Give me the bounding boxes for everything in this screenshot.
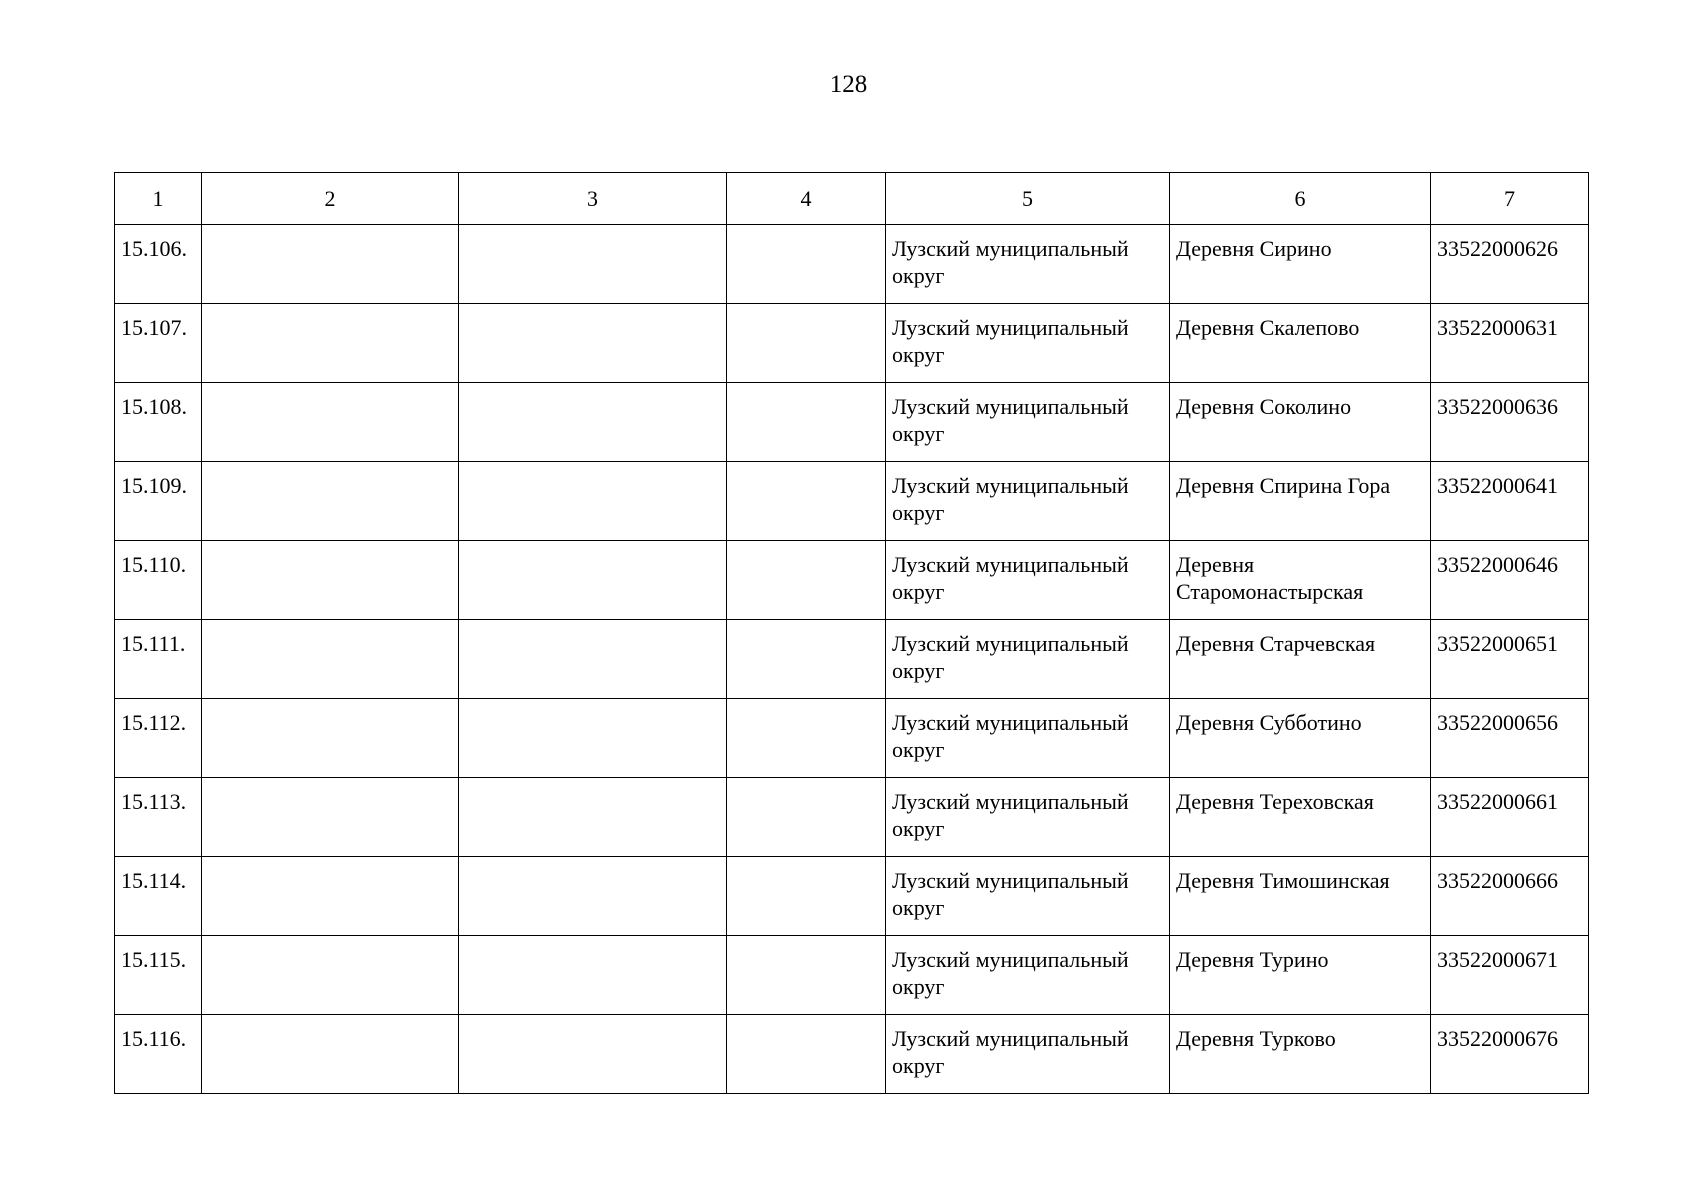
column-2-cell <box>202 778 459 857</box>
row-number-cell <box>115 304 202 383</box>
place-name-cell <box>1170 383 1431 462</box>
table-row <box>115 936 1589 1015</box>
place-name-cell-text: Деревня Субботино <box>1176 710 1362 735</box>
place-name-cell-text: Деревня Спирина Гора <box>1176 473 1391 498</box>
code-cell <box>1431 699 1589 778</box>
row-number-cell-text: 15.116. <box>121 1026 187 1051</box>
table-row <box>115 778 1589 857</box>
column-2-cell <box>202 462 459 541</box>
district-cell-text: Лузский муниципальный округ <box>892 789 1129 841</box>
column-3-cell <box>459 778 727 857</box>
column-2-cell <box>202 541 459 620</box>
column-3-cell <box>459 383 727 462</box>
column-2-cell <box>202 1015 459 1094</box>
place-name-cell-text: Деревня Тимошинская <box>1176 868 1390 893</box>
code-cell <box>1431 541 1589 620</box>
row-number-cell-text: 15.108. <box>121 394 187 419</box>
district-cell-text: Лузский муниципальный округ <box>892 552 1129 604</box>
column-4-cell <box>727 225 886 304</box>
column-2-cell <box>202 620 459 699</box>
column-2-cell <box>202 857 459 936</box>
district-cell <box>886 383 1170 462</box>
place-name-cell-text: Деревня Старчевская <box>1176 631 1376 656</box>
row-number-cell <box>115 936 202 1015</box>
column-3-cell <box>459 304 727 383</box>
code-cell-text: 33522000626 <box>1437 236 1558 261</box>
column-4-cell <box>727 857 886 936</box>
row-number-cell-text: 15.110. <box>121 552 187 577</box>
column-4-cell <box>727 462 886 541</box>
page-number: 128 <box>829 71 868 98</box>
code-cell-text: 33522000651 <box>1437 631 1558 656</box>
data-table <box>114 172 1589 1094</box>
district-cell <box>886 1015 1170 1094</box>
district-cell <box>886 699 1170 778</box>
table-row <box>115 383 1589 462</box>
table-row <box>115 1015 1589 1094</box>
code-cell-text: 33522000671 <box>1437 947 1558 972</box>
place-name-cell-text: Деревня Тереховская <box>1176 789 1374 814</box>
place-name-cell <box>1170 699 1431 778</box>
place-name-cell-text: Деревня Скалепово <box>1176 315 1360 340</box>
place-name-cell-text: Деревня Старомонастырская <box>1176 552 1364 604</box>
district-cell-text: Лузский муниципальный округ <box>892 236 1129 288</box>
column-4-cell <box>727 620 886 699</box>
row-number-cell-text: 15.115. <box>121 947 187 972</box>
row-number-cell-text: 15.113. <box>121 789 187 814</box>
row-number-cell <box>115 225 202 304</box>
column-3-cell <box>459 936 727 1015</box>
column-header-4: 4 <box>727 173 886 225</box>
district-cell <box>886 936 1170 1015</box>
code-cell <box>1431 620 1589 699</box>
row-number-cell-text: 15.109. <box>121 473 187 498</box>
row-number-cell <box>115 857 202 936</box>
code-cell <box>1431 462 1589 541</box>
place-name-cell <box>1170 541 1431 620</box>
code-cell <box>1431 936 1589 1015</box>
column-header-1: 1 <box>115 173 202 225</box>
row-number-cell-text: 15.114. <box>121 868 187 893</box>
table-row <box>115 541 1589 620</box>
table-row <box>115 699 1589 778</box>
district-cell-text: Лузский муниципальный округ <box>892 947 1129 999</box>
column-header-2: 2 <box>202 173 459 225</box>
column-4-cell <box>727 778 886 857</box>
column-3-cell <box>459 699 727 778</box>
table-row <box>115 462 1589 541</box>
district-cell-text: Лузский муниципальный округ <box>892 631 1129 683</box>
district-cell <box>886 304 1170 383</box>
place-name-cell-text: Деревня Турино <box>1176 947 1329 972</box>
district-cell-text: Лузский муниципальный округ <box>892 868 1129 920</box>
column-4-cell <box>727 304 886 383</box>
table-header-row <box>115 173 1589 225</box>
district-cell-text: Лузский муниципальный округ <box>892 473 1129 525</box>
row-number-cell <box>115 541 202 620</box>
column-header-6: 6 <box>1170 173 1431 225</box>
column-2-cell <box>202 699 459 778</box>
place-name-cell <box>1170 857 1431 936</box>
code-cell <box>1431 778 1589 857</box>
code-cell-text: 33522000676 <box>1437 1026 1558 1051</box>
place-name-cell-text: Деревня Соколино <box>1176 394 1352 419</box>
code-cell <box>1431 383 1589 462</box>
district-cell <box>886 541 1170 620</box>
column-3-cell <box>459 225 727 304</box>
code-cell-text: 33522000636 <box>1437 394 1558 419</box>
column-4-cell <box>727 383 886 462</box>
place-name-cell-text: Деревня Турково <box>1176 1026 1336 1051</box>
table-body <box>115 225 1589 1094</box>
row-number-cell <box>115 383 202 462</box>
district-cell-text: Лузский муниципальный округ <box>892 394 1129 446</box>
table-row <box>115 304 1589 383</box>
column-4-cell <box>727 1015 886 1094</box>
code-cell-text: 33522000631 <box>1437 315 1558 340</box>
column-3-cell <box>459 462 727 541</box>
row-number-cell-text: 15.111. <box>121 631 186 656</box>
column-header-5: 5 <box>886 173 1170 225</box>
district-cell <box>886 857 1170 936</box>
column-4-cell <box>727 541 886 620</box>
code-cell <box>1431 857 1589 936</box>
code-cell-text: 33522000656 <box>1437 710 1558 735</box>
column-2-cell <box>202 304 459 383</box>
row-number-cell-text: 15.112. <box>121 710 187 735</box>
district-cell <box>886 620 1170 699</box>
district-cell <box>886 778 1170 857</box>
place-name-cell <box>1170 936 1431 1015</box>
place-name-cell <box>1170 620 1431 699</box>
district-cell-text: Лузский муниципальный округ <box>892 315 1129 367</box>
district-cell <box>886 462 1170 541</box>
column-2-cell <box>202 383 459 462</box>
row-number-cell <box>115 462 202 541</box>
row-number-cell-text: 15.106. <box>121 236 187 261</box>
row-number-cell <box>115 778 202 857</box>
code-cell <box>1431 1015 1589 1094</box>
column-3-cell <box>459 620 727 699</box>
row-number-cell <box>115 699 202 778</box>
row-number-cell <box>115 1015 202 1094</box>
column-2-cell <box>202 225 459 304</box>
code-cell-text: 33522000641 <box>1437 473 1558 498</box>
column-header-7: 7 <box>1431 173 1589 225</box>
row-number-cell <box>115 620 202 699</box>
column-header-3: 3 <box>459 173 727 225</box>
place-name-cell <box>1170 462 1431 541</box>
place-name-cell <box>1170 225 1431 304</box>
code-cell-text: 33522000661 <box>1437 789 1558 814</box>
column-3-cell <box>459 857 727 936</box>
table-row <box>115 225 1589 304</box>
row-number-cell-text: 15.107. <box>121 315 187 340</box>
column-3-cell <box>459 541 727 620</box>
district-cell <box>886 225 1170 304</box>
place-name-cell-text: Деревня Сирино <box>1176 236 1332 261</box>
district-cell-text: Лузский муниципальный округ <box>892 710 1129 762</box>
place-name-cell <box>1170 778 1431 857</box>
code-cell-text: 33522000666 <box>1437 868 1558 893</box>
column-2-cell <box>202 936 459 1015</box>
column-3-cell <box>459 1015 727 1094</box>
code-cell-text: 33522000646 <box>1437 552 1558 577</box>
column-4-cell <box>727 936 886 1015</box>
code-cell <box>1431 304 1589 383</box>
place-name-cell <box>1170 1015 1431 1094</box>
table-row <box>115 620 1589 699</box>
code-cell <box>1431 225 1589 304</box>
column-4-cell <box>727 699 886 778</box>
table-row <box>115 857 1589 936</box>
district-cell-text: Лузский муниципальный округ <box>892 1026 1129 1078</box>
place-name-cell <box>1170 304 1431 383</box>
